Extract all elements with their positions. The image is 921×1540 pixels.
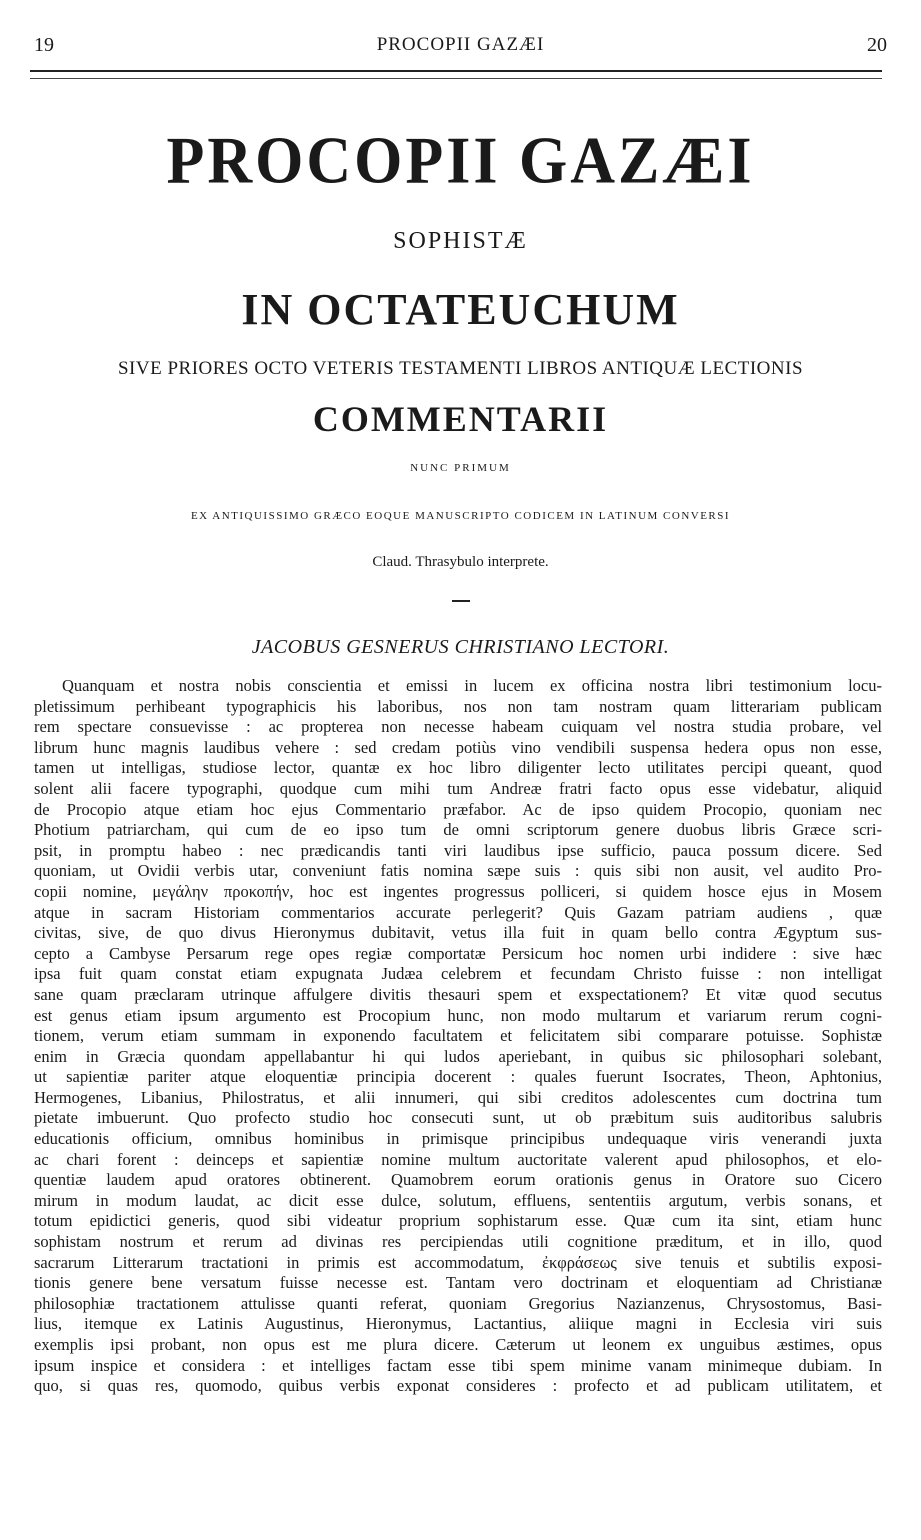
title-commentarii: COMMENTARII: [312, 399, 609, 439]
title-interpreter: Claud. Thrasybulo interprete.: [372, 554, 549, 570]
body-line: enim in Græcia quondam appellabantur hi qui ludos aperiebant, in quibus sic philosophari solebant,: [34, 1046, 882, 1066]
title-nunc-primum: NUNC PRIMUM: [410, 462, 511, 474]
body-line: Hermogenes, Libanius, Philostratus, et alii innumeri, qui sibi creditos adolescentes cum doctrina tum: [34, 1087, 882, 1107]
body-line: quentiæ laudem apud oratores obtinerent. Quamobrem eorum orationis genus in Oratore suo Cicero: [34, 1170, 882, 1190]
body-line: Quanquam et nostra nobis conscientia et emissi in lucem ex officina nostra libri testimonium locu-: [62, 676, 882, 695]
running-title: PROCOPII GAZÆI: [376, 34, 545, 55]
body-line: solent alii facere typographi, quodque cum mihi tum Andreæ fratri facto opus esse videbatur, aliquid: [34, 778, 882, 798]
body-line: totum epidictici generis, quod sibi videatur proprium sophistarum esse. Quæ cum ita sint, etiam hunc: [34, 1211, 882, 1231]
body-line: rem spectare consuevisse : ac propterea non necesse habeam cuiquam vel nostra studia probare, vel: [34, 717, 882, 737]
body-line: ipsa fuit quam constat etiam expugnata Judæa celebrem et fecundam Christo fuisse : non intelligat: [34, 964, 882, 984]
body-line: est genus etiam ipsum argumento est Procopium hunc, non modo multarum et variarum rerum cogni-: [34, 1005, 882, 1025]
body-line: lius, itemque ex Latinis Augustinus, Hieronymus, Lactantius, aliique magni in Ecclesia viri suis: [34, 1314, 882, 1334]
page-number-right: 20: [867, 34, 887, 56]
body-line: Photium patriarcham, qui cum de eo ipso tum de omni scriptorum genere duobus libris Græce scri-: [34, 820, 882, 840]
body-line: ac chari forent : deinceps et sapientiæ nomine multum auctoritate valerent apud philosophos, et elo-: [34, 1149, 882, 1169]
body-line: atque in sacram Historiam commentarios accurate perlegerit? Quis Gazam patriam audiens , quæ: [34, 902, 882, 922]
body-line: quo, si quas res, quomodo, quibus verbis exponat consideres : profecto et ad publicam utilitatem, et: [34, 1376, 882, 1396]
body-line: philosophiæ tractationem attulisse quanti referat, quoniam Gregorius Nazianzenus, Chrysostomus, Basi-: [34, 1293, 882, 1313]
title-work: IN OCTATEUCHUM: [241, 285, 680, 334]
title-author-epithet: SOPHISTÆ: [393, 228, 528, 254]
body-line: de Procopio atque etiam hoc ejus Commentario præfabor. Ac de ipso quidem Procopio, quoniam nec: [34, 799, 882, 819]
body-line: tionis genere bene versatum fuisse necesse est. Tantam vero doctrinam et eloquentiam ad Christianæ: [34, 1273, 882, 1293]
page-number-left: 19: [34, 34, 54, 56]
body-line: exemplis ipsi probant, non opus est me plura dicere. Cæterum ut leonem ex unguibus æstimes, opus: [34, 1335, 882, 1354]
body-line: copii nomine, μεγάλην προκοπήν, hoc est ingentes progressus polliceri, si quidem hosce ejus in Mosem: [34, 881, 882, 901]
body-line: psit, in promptu habeo : nec prædicandis tanti viri laudibus ipse sufficio, pauca possum dicere. Sed: [34, 840, 882, 860]
body-line: educationis officium, omnibus hominibus in primisque principibus undequaque viris venerandi juxta: [34, 1129, 882, 1149]
section-dash: [452, 600, 470, 602]
body-line: mirum in modum laudat, ac dicit esse dulce, solutum, effluens, sententiis argutum, verbis sonans, et: [34, 1190, 882, 1210]
running-head: [0, 34, 921, 64]
body-line: quoniam, ut Ovidii verbis utar, conveniunt fatis nomina sæpe suis : quis sibi non ausit, vel audito Pro-: [34, 861, 882, 881]
body-line: pietate imbuerunt. Quo profecto studio hoc consecuti sunt, ut ob præbitum suis auditoribus salubris: [34, 1108, 882, 1128]
preface-heading: JACOBUS GESNERUS CHRISTIANO LECTORI.: [251, 636, 670, 658]
title-work-description: SIVE PRIORES OCTO VETERIS TESTAMENTI LIBROS ANTIQUÆ LECTIONIS: [117, 358, 804, 379]
body-line: tamen ut intelligas, studiose lector, quantæ ex hoc libro diligenter lecto utilitates percipi queant, quod: [34, 758, 882, 778]
body-line: ipsum inspice et considera : et intelliges factam esse tibi spem minime vanam minimeque dubiam. In: [34, 1355, 882, 1375]
body-line: sophistam nostrum et rerum ad divinas res percipiendas utili cognitione præditum, et in illo, quod: [34, 1232, 882, 1252]
body-line: sacrarum Litterarum tractationi in primis est accommodatum, ἐκφράσεως sive tenuis et subtilis exposi-: [34, 1252, 882, 1272]
header-rule: [30, 70, 882, 79]
body-line: cepto a Cambyse Persarum rege opes regiæ comportatæ Persicum hoc nomen urbi indidere : sive hæc: [34, 943, 882, 963]
body-line: civitas, sive, de quo divus Hieronymus dubitavit, vetus illa fuit in quam bello contra Ægyptum sus-: [34, 923, 882, 943]
body-line: sane quam præclaram utrinque affulgere divitis thesauri spem et exspectationem? Et vitæ quod secutus: [34, 984, 882, 1004]
body-line: tionem, verum etiam summam in exponendo facultatem et felicitatem sibi comparare potuisse. Sophistæ: [34, 1026, 882, 1046]
title-author: PROCOPII GAZÆI: [166, 124, 755, 198]
title-translation-note: EX ANTIQUISSIMO GRÆCO EOQUE MANUSCRIPTO CODICEM IN LATINUM CONVERSI: [190, 510, 731, 522]
preface-body: [34, 676, 882, 1397]
body-line: ut sapientiæ pariter atque eloquentiæ principia docerent : quales fuerunt Isocrates, Theon, Aphtonius,: [34, 1067, 882, 1087]
body-line: librum hunc magnis laudibus vehere : sed credam potiùs vino vendibili suspensa hedera opus non esse,: [34, 737, 882, 757]
body-line: pletissimum perhibeant typographicis his laboribus, nos non tam nostram quam litterariam publicam: [34, 696, 882, 716]
